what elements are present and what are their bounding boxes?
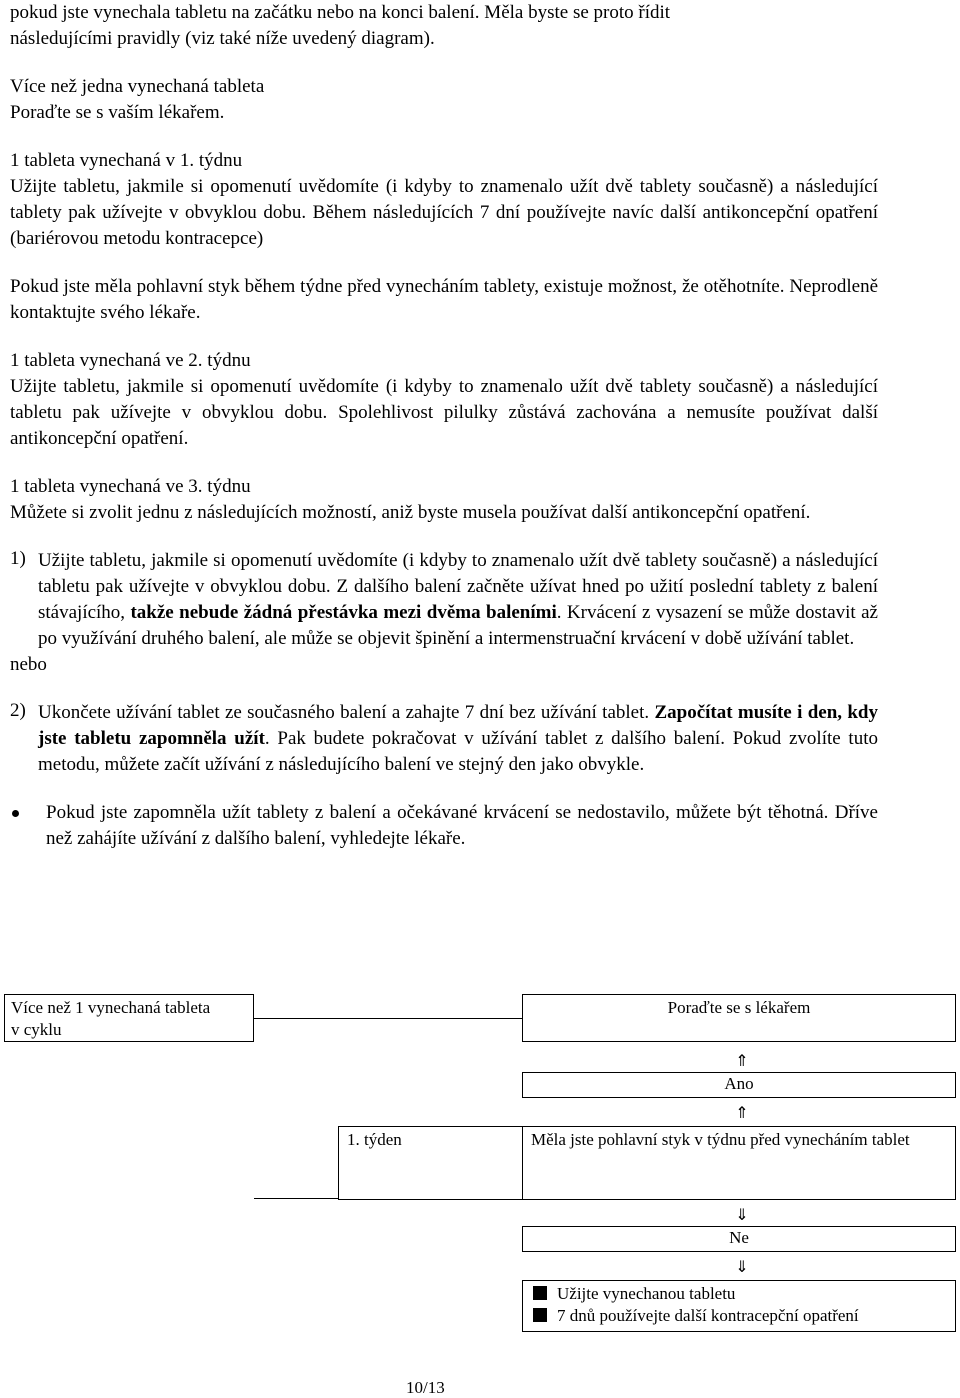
or-text: nebo bbox=[10, 654, 47, 675]
box-more-than-one bbox=[4, 994, 254, 1042]
option-1-text: Užijte tabletu, jakmile si opomenutí uvědomíte (i kdyby to znamenalo užít dvě tablety současně) a následující tabletu pak užívejte v obvyklou dobu. Z dalšího balení začněte užívat hned po užití poslední tablety z balení stávajícího, takže nebude žádná přestávka mezi dvěma baleními. Krvácení z vysazení se může dostavit až po využívání druhého balení, ale může se objevit špinění a intermenstruační krvácení v době užívání tablet. bbox=[38, 550, 878, 649]
box-actions bbox=[522, 1280, 956, 1332]
action-1-text: Užijte vynechanou tabletu bbox=[557, 1284, 736, 1303]
heading-week-1: 1 tableta vynechaná v 1. týdnu bbox=[10, 150, 243, 171]
text-week-1: Užijte tabletu, jakmile si opomenutí uvědomíte (i kdyby to znamenalo užít dvě tablety současně) a následující tablety pak užívejte v obvyklou dobu. Během následujících 7 dní používejte navíc další antikoncepční opatření (bariérovou metodu kontracepce) bbox=[10, 176, 878, 249]
square-bullet-icon bbox=[533, 1286, 547, 1300]
heading-week-3: 1 tableta vynechaná ve 3. týdnu bbox=[10, 476, 251, 497]
action-item-2 bbox=[533, 1305, 945, 1327]
bullet-pregnancy-note bbox=[10, 800, 878, 852]
option-2 bbox=[10, 700, 878, 778]
action-2-text: 7 dnů používejte další kontracepční opatření bbox=[557, 1306, 859, 1325]
intro-line-1: pokud jste vynechala tabletu na začátku nebo na konci balení. Měla byste se proto řídit bbox=[10, 2, 671, 23]
box-more-line-2: v cyklu bbox=[11, 1020, 62, 1039]
option-2-bold: Započítat musíte i den, kdy jste tabletu zapomněla užít bbox=[38, 702, 878, 749]
bullet-text: Pokud jste zapomněla užít tablety z balení a očekávané krvácení se nedostavilo, můžete být těhotná. Dříve než zahájíte užívání z dalšího balení, vyhledejte lékaře. bbox=[46, 802, 878, 849]
box-week-1: 1. týden bbox=[338, 1126, 522, 1200]
arrow-up-icon: ⇑ bbox=[735, 1103, 749, 1122]
square-bullet-icon bbox=[533, 1308, 547, 1322]
option-1 bbox=[10, 548, 878, 652]
arrow-down-icon: ⇓ bbox=[735, 1257, 749, 1276]
box-consult-doctor: Poraďte se s lékařem bbox=[522, 994, 956, 1042]
document-body bbox=[10, 0, 878, 852]
action-item-1 bbox=[533, 1283, 945, 1305]
text-more-than-one: Poraďte se s vaším lékařem. bbox=[10, 102, 225, 123]
box-no: Ne bbox=[522, 1226, 956, 1252]
box-question: Měla jste pohlavní styk v týdnu před vynecháním tablet bbox=[522, 1126, 956, 1200]
text-week-3: Můžete si zvolit jednu z následujících možností, aniž byste musela používat další antikoncepční opatření. bbox=[10, 502, 811, 523]
box-more-line-1: Více než 1 vynechaná tableta bbox=[11, 998, 211, 1017]
warning-week-1: Pokud jste měla pohlavní styk během týdne před vynecháním tablety, existuje možnost, že otěhotníte. Neprodleně kontaktujte svého lékaře. bbox=[10, 276, 878, 323]
heading-week-2: 1 tableta vynechaná ve 2. týdnu bbox=[10, 350, 251, 371]
arrow-down-icon: ⇓ bbox=[735, 1205, 749, 1224]
intro-line-2: následujícími pravidly (viz také níže uvedený diagram). bbox=[10, 28, 435, 49]
option-1-number: 1) bbox=[10, 548, 26, 569]
text-week-2: Užijte tabletu, jakmile si opomenutí uvědomíte (i kdyby to znamenalo užít dvě tablety současně) a následující tabletu pak užívejte v obvyklou dobu. Spolehlivost pilulky zůstává zachována a nemusíte používat další antikoncepční opatření. bbox=[10, 376, 878, 449]
option-1-bold: takže nebude žádná přestávka mezi dvěma baleními bbox=[130, 602, 557, 623]
page-number: 10/13 bbox=[406, 1378, 445, 1397]
connector-consult bbox=[254, 1018, 522, 1019]
bullet-icon bbox=[10, 800, 46, 823]
arrow-up-icon: ⇑ bbox=[735, 1051, 749, 1070]
heading-more-than-one: Více než jedna vynechaná tableta bbox=[10, 76, 265, 97]
box-yes: Ano bbox=[522, 1072, 956, 1098]
connector-week bbox=[254, 1198, 338, 1199]
option-2-text: Ukončete užívání tablet ze současného balení a zahajte 7 dní bez užívání tablet. Započítat musíte i den, kdy jste tabletu zapomněla užít. Pak budete pokračovat v užívání tablet z dalšího balení. Pokud zvolíte tuto metodu, můžete začít užívání z následujícího balení ve stejný den jako obvykle. bbox=[38, 702, 878, 775]
option-2-number: 2) bbox=[10, 700, 26, 721]
